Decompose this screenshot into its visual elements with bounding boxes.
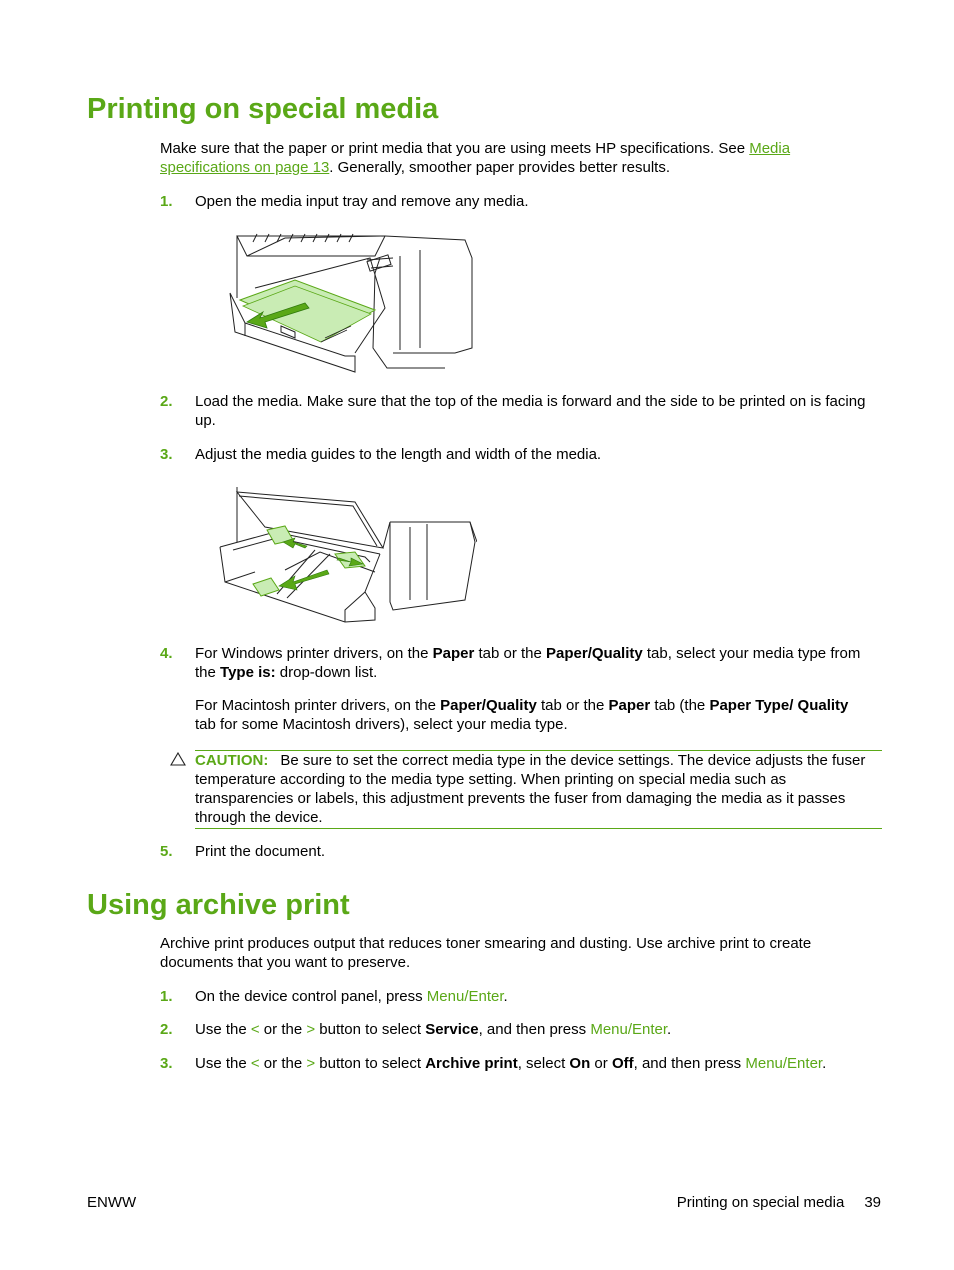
caution-text: CAUTION: Be sure to set the correct media type in the device settings. The device adjusts the fuser temperature according to the media type setting. When printing on special media such as transparencies or labels, this adjustment prevents the fuser from damaging the media as it passes through the device.	[195, 752, 866, 826]
step-text: On the device control panel, press Menu/Enter.	[195, 988, 508, 1005]
caution-top-rule	[195, 750, 882, 751]
page-number: 39	[864, 1194, 881, 1211]
media-specifications-link[interactable]: Media specifications on page 13	[160, 140, 791, 176]
step-text: Print the document.	[195, 843, 326, 860]
step-text-windows: For Windows printer drivers, on the Paper tab or the Paper/Quality tab, select your media type from the Type is: drop-down list.	[195, 645, 861, 681]
right-arrow-button-label: >	[306, 1021, 316, 1038]
menu-enter-button-label: Menu/Enter	[590, 1021, 668, 1038]
step-number: 3.	[160, 446, 173, 463]
left-arrow-button-label: <	[250, 1055, 260, 1072]
step-number: 4.	[160, 645, 173, 662]
caution-box	[160, 750, 882, 827]
archive-step-1	[160, 987, 882, 1006]
section-title: Using archive print	[87, 889, 350, 921]
left-arrow-button-label: <	[250, 1021, 260, 1038]
step-text: Load the media. Make sure that the top of the media is forward and the side to be printed on is facing up.	[195, 393, 866, 429]
caution-triangle-icon	[170, 752, 186, 766]
archive-step-3	[160, 1054, 882, 1073]
step-text: Open the media input tray and remove any media.	[195, 193, 529, 210]
caution-bottom-rule	[195, 828, 882, 829]
step-2	[160, 392, 882, 430]
archive-step-2	[160, 1020, 882, 1039]
step-number: 1.	[160, 193, 173, 210]
intro-paragraph	[160, 139, 860, 177]
page-title: Printing on special media	[87, 93, 439, 125]
step-number: 2.	[160, 393, 173, 410]
printer-tray-media-guides-illustration	[215, 482, 477, 627]
archive-intro-paragraph: Archive print produces output that reduces toner smearing and dusting. Use archive print to create documents that you want to preserve.	[160, 935, 812, 971]
footer-right	[677, 1193, 881, 1212]
step-5	[160, 842, 882, 861]
printer-tray-remove-media-illustration	[225, 228, 477, 374]
menu-enter-button-label: Menu/Enter	[745, 1055, 823, 1072]
footer-section: Printing on special media	[676, 1194, 845, 1211]
step-3	[160, 445, 882, 464]
step-number: 5.	[160, 843, 173, 860]
right-arrow-button-label: >	[306, 1055, 316, 1072]
step-text-macintosh: For Macintosh printer drivers, on the Paper/Quality tab or the Paper tab (the Paper Type/ Quality tab for some Macintosh drivers), select your media type.	[195, 697, 849, 733]
step-text: Use the < or the > button to select Archive print, select On or Off, and then press Menu/Enter.	[195, 1055, 827, 1072]
step-number: 2.	[160, 1021, 173, 1038]
caution-label: CAUTION:	[195, 752, 269, 769]
intro-text-end: . Generally, smoother paper provides better results.	[329, 159, 671, 176]
step-number: 3.	[160, 1055, 173, 1072]
menu-enter-button-label: Menu/Enter	[426, 988, 504, 1005]
step-text: Adjust the media guides to the length and width of the media.	[195, 446, 602, 463]
footer-left: ENWW	[87, 1194, 137, 1211]
intro-text: Make sure that the paper or print media that you are using meets HP specifications. See	[160, 140, 750, 157]
step-1	[160, 192, 882, 211]
step-number: 1.	[160, 988, 173, 1005]
step-4	[160, 644, 882, 734]
step-text: Use the < or the > button to select Service, and then press Menu/Enter.	[195, 1021, 672, 1038]
